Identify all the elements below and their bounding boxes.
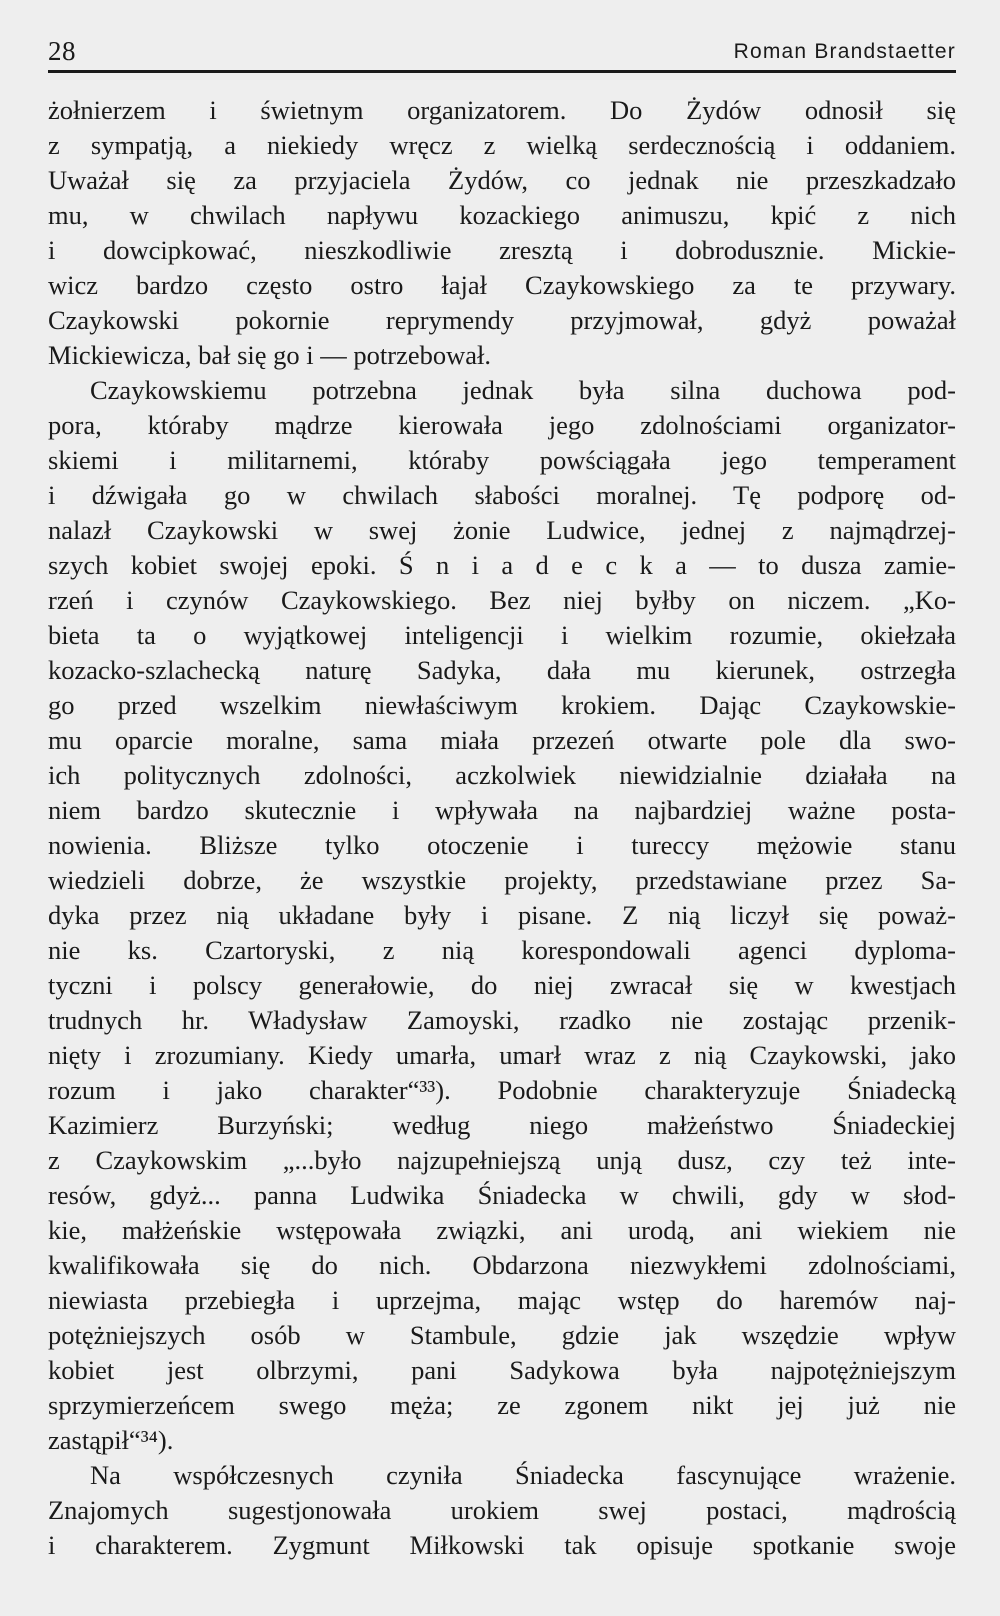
text-line: kozacko-szlachecką naturę Sadyka, dała mu kierunek, ostrzegła [48,655,956,685]
text-line: nięty i zrozumiany. Kiedy umarła, umarł wraz z nią Czaykowski, jako [48,1040,956,1070]
text-line: mu, w chwilach napływu kozackiego animuszu, kpić z nich [48,200,956,230]
text-line: kie, małżeńskie wstępowała związki, ani urodą, ani wiekiem nie [48,1215,956,1245]
text-line: go przed wszelkim niewłaściwym krokiem. Dając Czaykowskie- [48,690,956,720]
text-line: Na współczesnych czyniła Śniadecka fascynujące wrażenie. [90,1460,956,1490]
text-line: potężniejszych osób w Stambule, gdzie jak wszędzie wpływ [48,1320,956,1350]
header-rule [48,70,956,73]
text-line: Czaykowski pokornie reprymendy przyjmował, gdyż poważał [48,305,956,335]
text-line: i dowcipkować, nieszkodliwie zresztą i dobrodusznie. Mickie- [48,235,956,265]
text-line: i dźwigała go w chwilach słabości moralnej. Tę podporę od- [48,480,956,510]
text-line: bieta ta o wyjątkowej inteligencji i wielkim rozumie, okiełzała [48,620,956,650]
text-line: nie ks. Czartoryski, z nią korespondowali agenci dyploma- [48,935,956,965]
page-header [48,32,956,72]
text-line: Uważał się za przyjaciela Żydów, co jednak nie przeszkadzało [48,165,956,195]
text-line: z Czaykowskim „...było najzupełniejszą unją dusz, czy też inte- [48,1145,956,1175]
text-line: tyczni i polscy generałowie, do niej zwracał się w kwestjach [48,970,956,1000]
text-line: zastąpił“³⁴). [48,1425,174,1455]
page-number: 28 [48,36,76,66]
text-line: nowienia. Bliższe tylko otoczenie i tureccy mężowie stanu [48,830,956,860]
text-line: szych kobiet swojej epoki. Ś n i a d e c k a — to dusza zamie- [48,550,956,580]
body-text [48,93,956,1563]
text-line: dyka przez nią układane były i pisane. Z nią liczył się poważ- [48,900,956,930]
text-line: Znajomych sugestjonowała urokiem swej postaci, mądrością [48,1495,956,1525]
text-line: mu oparcie moralne, sama miała przezeń otwarte pole dla swo- [48,725,956,755]
text-line: niewiasta przebiegła i uprzejma, mając wstęp do haremów naj- [48,1285,956,1315]
text-line: żołnierzem i świetnym organizatorem. Do Żydów odnosił się [48,95,956,125]
text-line: niem bardzo skutecznie i wpływała na najbardziej ważne posta- [48,795,956,825]
text-line: skiemi i militarnemi, któraby powściągała jego temperament [48,445,956,475]
text-line: nalazł Czaykowski w swej żonie Ludwice, jednej z najmądrzej- [48,515,956,545]
text-line: trudnych hr. Władysław Zamoyski, rzadko nie zostając przenik- [48,1005,956,1035]
text-line: kobiet jest olbrzymi, pani Sadykowa była najpotężniejszym [48,1355,956,1385]
text-line: rzeń i czynów Czaykowskiego. Bez niej byłby on niczem. „Ko- [48,585,956,615]
text-line: Mickiewicza, bał się go i — potrzebował. [48,340,491,370]
text-line: kwalifikowała się do nich. Obdarzona niezwykłemi zdolnościami, [48,1250,956,1280]
text-line: ich politycznych zdolności, aczkolwiek niewidzialnie działała na [48,760,956,790]
text-line: Kazimierz Burzyński; według niego małżeństwo Śniadeckiej [48,1110,956,1140]
text-line: pora, któraby mądrze kierowała jego zdolnościami organizator- [48,410,956,440]
text-line: wicz bardzo często ostro łajał Czaykowskiego za te przywary. [48,270,956,300]
text-line: resów, gdyż... panna Ludwika Śniadecka w chwili, gdy w słod- [48,1180,956,1210]
text-line: Czaykowskiemu potrzebna jednak była silna duchowa pod- [90,375,956,405]
text-line: sprzymierzeńcem swego męża; ze zgonem nikt jej już nie [48,1390,956,1420]
text-line: i charakterem. Zygmunt Miłkowski tak opisuje spotkanie swoje [48,1530,956,1560]
running-head: Roman Brandstaetter [733,40,956,63]
text-line: z sympatją, a niekiedy wręcz z wielką serdecznością i oddaniem. [48,130,956,160]
text-line: wiedzieli dobrze, że wszystkie projekty, przedstawiane przez Sa- [48,865,956,895]
text-line: rozum i jako charakter“³³). Podobnie charakteryzuje Śniadecką [48,1075,956,1105]
